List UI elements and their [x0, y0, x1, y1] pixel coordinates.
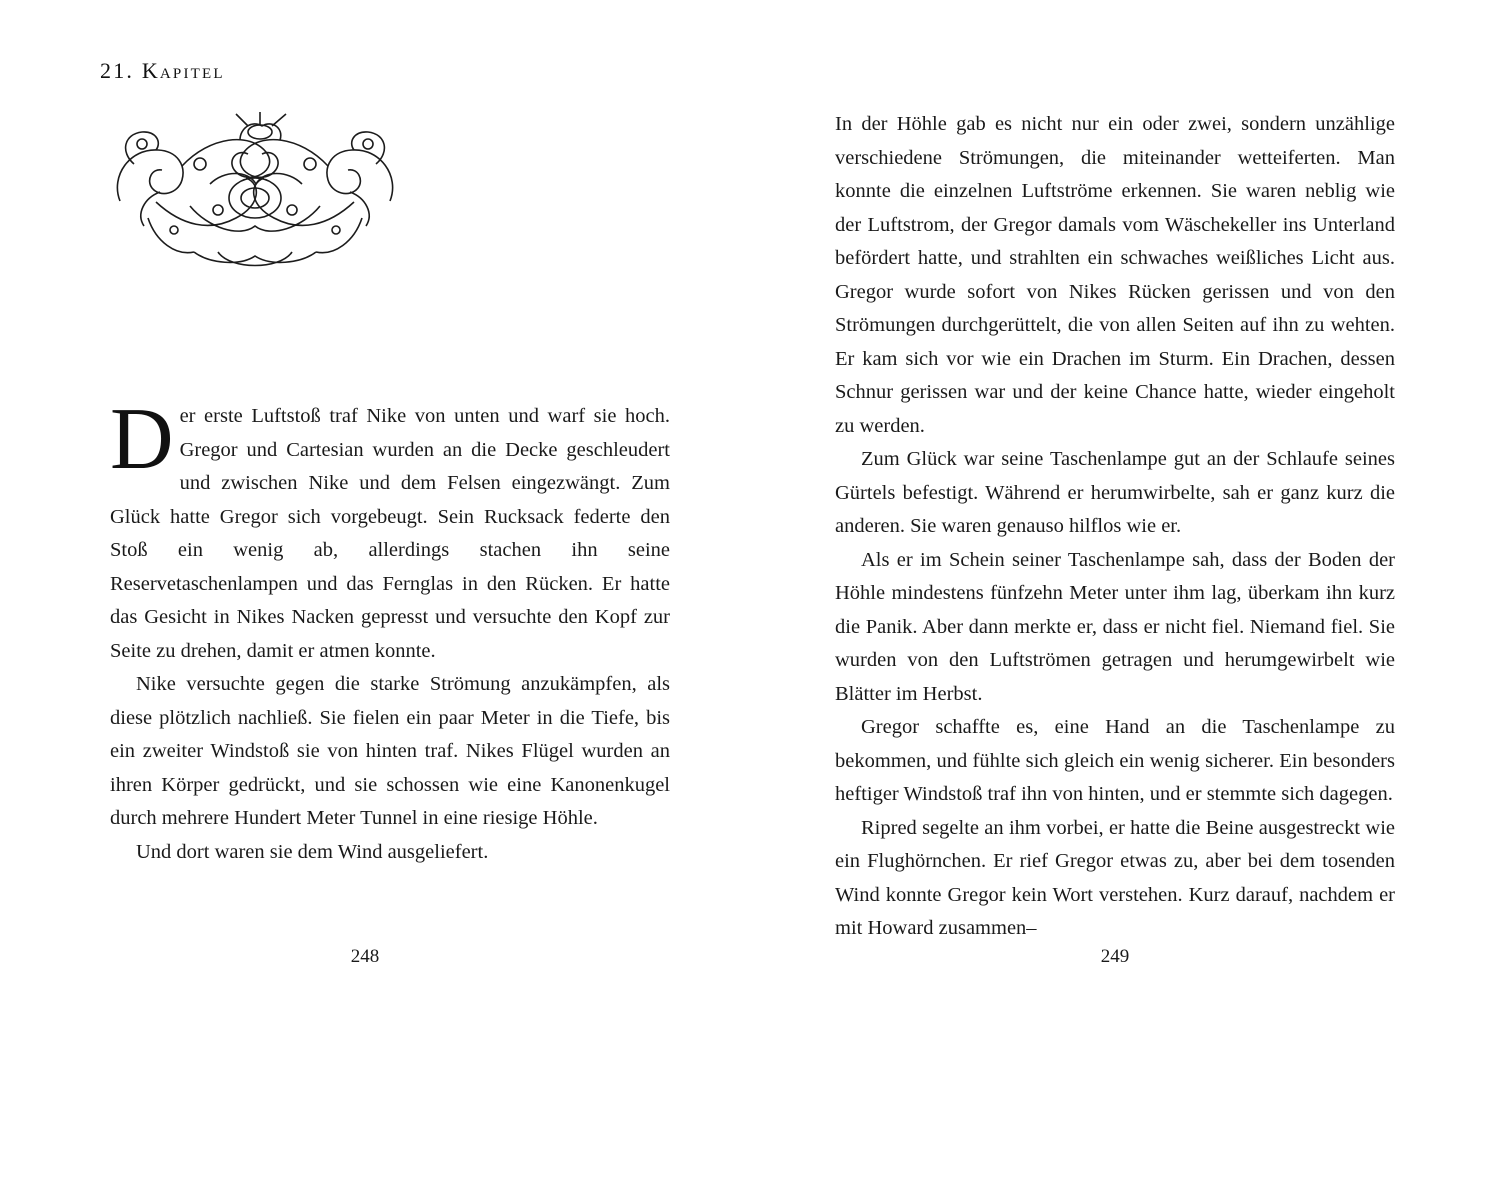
paragraph: Und dort waren sie dem Wind ausgeliefert. [136, 840, 489, 863]
paragraph-text: er erste Luftstoß traf Nike von unten und warf sie hoch. Gregor und Cartesian wurden an die Decke geschleudert und zwischen Nike und dem Felsen eingezwängt. Zum Glück hatte Gregor sich vorgebeugt. Sein Rucksack federte den Stoß ein wenig ab, allerdings stachen ihn seine Reservetaschenlampen und das Fernglas in den Rücken. Er hatte das Gesicht in Nikes Nacken gepresst und versuchte den Kopf zur Seite zu drehen, damit er atmen konnte. [110, 405, 670, 662]
page-left [0, 0, 750, 1086]
first-paragraph [110, 391, 670, 668]
drop-cap: D [110, 391, 174, 488]
paragraph: Nike versuchte gegen die starke Strömung anzukämpfen, als diese plötzlich nachließ. Sie fielen ein paar Meter in die Tiefe, bis ein zweiter Windstoß sie von hinten traf. Nikes Flügel wurden an ihren Körper gedrückt, und sie schossen wie eine Kanonenkugel durch mehrere Hundert Meter Tunnel in eine riesige Höhle. [110, 673, 670, 829]
chapter-number: 21. [100, 58, 135, 83]
paragraph: Gregor schaffte es, eine Hand an die Taschenlampe zu bekommen, und fühlte sich gleich ein wenig sicherer. Ein besonders heftiger Windstoß traf ihn von hinten, und er stemmte sich dagegen. [835, 716, 1395, 805]
chapter-heading [100, 58, 750, 84]
paragraph: In der Höhle gab es nicht nur ein oder zwei, sondern unzählige verschiedene Strömungen, die miteinander wetteiferten. Man konnte die einzelnen Luftströme erkennen. Sie waren neblig wie der Luftstrom, der Gregor damals vom Wäschekeller ins Unterland befördert hatte, und strahlten ein schwaches weißliches Licht aus. Gregor wurde sofort von Nikes Rücken gerissen und von den Strömungen durchgerüttelt, die von allen Seiten auf ihn zu wehten. Er kam sich vor wie ein Drachen im Sturm. Ein Drachen, dessen Schnur gerissen war und der keine Chance hatte, wieder eingeholt zu werden. [835, 113, 1395, 437]
page-number-right: 249 [1100, 946, 1130, 967]
page-right [750, 0, 1500, 1086]
decorative-chapter-ornament [90, 106, 420, 281]
left-column-text [110, 391, 670, 1200]
right-column-text [835, 108, 1395, 939]
paragraph: Zum Glück war seine Taschenlampe gut an der Schlaufe seines Gürtels befestigt. Während er herumwirbelte, sah er ganz kurz die anderen. Sie waren genauso hilflos wie er. [835, 448, 1395, 537]
chapter-label: Kapitel [141, 58, 225, 83]
page-number-left: 248 [350, 946, 380, 967]
paragraph: Als er im Schein seiner Taschenlampe sah, dass der Boden der Höhle mindestens fünfzehn Meter unter ihm lag, überkam ihn kurz die Panik. Aber dann merkte er, dass er nicht fiel. Niemand fiel. Sie wurden von den Luftströmen getragen und herumgewirbelt wie Blätter im Herbst. [835, 548, 1395, 705]
paragraph: Ripred segelte an ihm vorbei, er hatte die Beine ausgestreckt wie ein Flughörnchen. Er rief Gregor etwas zu, aber bei dem tosenden Wind konnte Gregor kein Wort verstehen. Kurz darauf, nachdem er mit Howard zusammen– [835, 816, 1395, 939]
